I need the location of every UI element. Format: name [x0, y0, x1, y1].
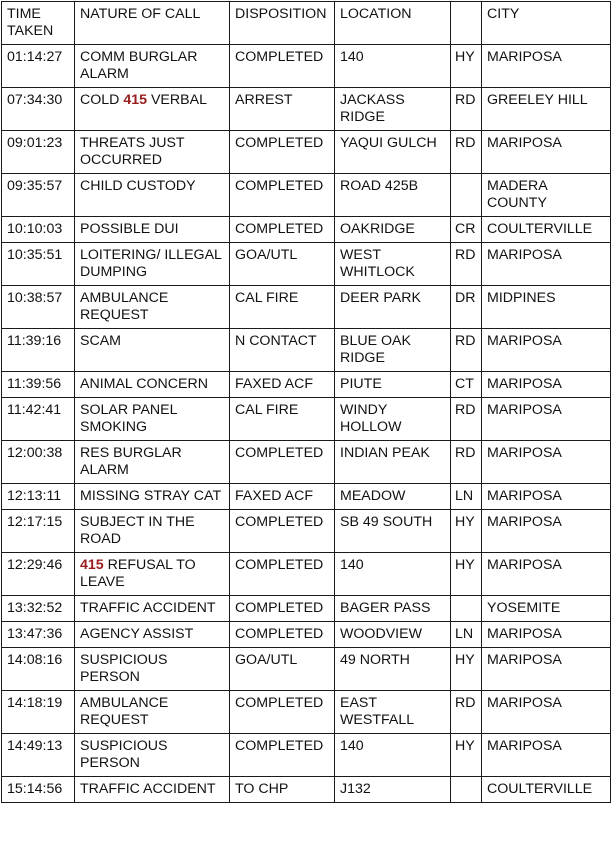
- disposition-cell: COMPLETED: [230, 691, 335, 734]
- nature-cell: [75, 777, 230, 803]
- street-suffix-cell: RD: [451, 131, 482, 174]
- disposition-cell: COMPLETED: [230, 441, 335, 484]
- city-cell: MARIPOSA: [482, 510, 611, 553]
- nature-text: POSSIBLE DUI: [80, 221, 179, 237]
- table-row: [2, 243, 611, 286]
- time-cell: 09:35:57: [2, 174, 75, 217]
- nature-text: AMBULANCE REQUEST: [80, 290, 169, 323]
- nature-cell: [75, 243, 230, 286]
- table-row: [2, 734, 611, 777]
- time-cell: 07:34:30: [2, 88, 75, 131]
- location-cell: J132: [335, 777, 451, 803]
- disposition-cell: COMPLETED: [230, 622, 335, 648]
- street-suffix-cell: RD: [451, 398, 482, 441]
- nature-cell: [75, 45, 230, 88]
- street-suffix-cell: RD: [451, 88, 482, 131]
- table-row: [2, 131, 611, 174]
- table-row: [2, 510, 611, 553]
- location-cell: WEST WHITLOCK: [335, 243, 451, 286]
- nature-cell: [75, 217, 230, 243]
- street-suffix-cell: CR: [451, 217, 482, 243]
- header-nature: NATURE OF CALL: [75, 2, 230, 45]
- city-cell: MARIPOSA: [482, 398, 611, 441]
- city-cell: YOSEMITE: [482, 596, 611, 622]
- header-row: [2, 2, 611, 45]
- nature-cell: [75, 441, 230, 484]
- time-cell: 15:14:56: [2, 777, 75, 803]
- disposition-cell: N CONTACT: [230, 329, 335, 372]
- city-cell: MARIPOSA: [482, 622, 611, 648]
- time-cell: 14:08:16: [2, 648, 75, 691]
- disposition-cell: FAXED ACF: [230, 484, 335, 510]
- time-cell: 10:10:03: [2, 217, 75, 243]
- city-cell: MARIPOSA: [482, 372, 611, 398]
- nature-cell: [75, 484, 230, 510]
- table-row: [2, 88, 611, 131]
- table-row: [2, 372, 611, 398]
- nature-text: REFUSAL TO LEAVE: [80, 557, 196, 590]
- time-cell: 12:17:15: [2, 510, 75, 553]
- street-suffix-cell: [451, 596, 482, 622]
- city-cell: MARIPOSA: [482, 131, 611, 174]
- table-row: [2, 217, 611, 243]
- time-cell: 11:39:16: [2, 329, 75, 372]
- nature-cell: [75, 510, 230, 553]
- city-cell: MARIPOSA: [482, 691, 611, 734]
- table-row: [2, 174, 611, 217]
- nature-text: TRAFFIC ACCIDENT: [80, 600, 216, 616]
- location-cell: INDIAN PEAK: [335, 441, 451, 484]
- disposition-cell: CAL FIRE: [230, 398, 335, 441]
- nature-text: SOLAR PANEL SMOKING: [80, 402, 177, 435]
- time-cell: 01:14:27: [2, 45, 75, 88]
- header-location: LOCATION: [335, 2, 451, 45]
- call-code: 415: [123, 92, 148, 108]
- street-suffix-cell: RD: [451, 691, 482, 734]
- nature-cell: [75, 131, 230, 174]
- time-cell: 14:18:19: [2, 691, 75, 734]
- disposition-cell: COMPLETED: [230, 734, 335, 777]
- time-cell: 12:00:38: [2, 441, 75, 484]
- nature-text: TRAFFIC ACCIDENT: [80, 781, 216, 797]
- disposition-cell: COMPLETED: [230, 510, 335, 553]
- disposition-cell: COMPLETED: [230, 45, 335, 88]
- nature-text: SUBJECT IN THE ROAD: [80, 514, 195, 547]
- disposition-cell: COMPLETED: [230, 131, 335, 174]
- location-cell: ROAD 425B: [335, 174, 451, 217]
- street-suffix-cell: LN: [451, 622, 482, 648]
- time-cell: 13:47:36: [2, 622, 75, 648]
- disposition-cell: ARREST: [230, 88, 335, 131]
- header-suffix: [451, 2, 482, 45]
- disposition-cell: FAXED ACF: [230, 372, 335, 398]
- street-suffix-cell: HY: [451, 734, 482, 777]
- nature-cell: [75, 648, 230, 691]
- time-cell: 10:35:51: [2, 243, 75, 286]
- disposition-cell: GOA/UTL: [230, 243, 335, 286]
- nature-cell: [75, 372, 230, 398]
- city-cell: MARIPOSA: [482, 329, 611, 372]
- city-cell: MARIPOSA: [482, 243, 611, 286]
- time-cell: 14:49:13: [2, 734, 75, 777]
- table-row: [2, 553, 611, 596]
- table-row: [2, 691, 611, 734]
- street-suffix-cell: DR: [451, 286, 482, 329]
- time-cell: 09:01:23: [2, 131, 75, 174]
- table-row: [2, 45, 611, 88]
- nature-text: VERBAL: [147, 92, 207, 108]
- nature-text: LOITERING/ ILLEGAL DUMPING: [80, 247, 222, 280]
- street-suffix-cell: [451, 174, 482, 217]
- table-row: [2, 484, 611, 510]
- disposition-cell: TO CHP: [230, 777, 335, 803]
- location-cell: 49 NORTH: [335, 648, 451, 691]
- time-cell: 11:39:56: [2, 372, 75, 398]
- nature-text: AMBULANCE REQUEST: [80, 695, 169, 728]
- nature-cell: [75, 734, 230, 777]
- disposition-cell: GOA/UTL: [230, 648, 335, 691]
- time-cell: 12:29:46: [2, 553, 75, 596]
- city-cell: GREELEY HILL: [482, 88, 611, 131]
- table-row: [2, 441, 611, 484]
- city-cell: MIDPINES: [482, 286, 611, 329]
- call-log-table: [1, 1, 611, 803]
- time-cell: 13:32:52: [2, 596, 75, 622]
- nature-cell: [75, 398, 230, 441]
- nature-text: CHILD CUSTODY: [80, 178, 196, 194]
- nature-text: AGENCY ASSIST: [80, 626, 194, 642]
- location-cell: YAQUI GULCH: [335, 131, 451, 174]
- location-cell: BAGER PASS: [335, 596, 451, 622]
- nature-text: SUSPICIOUS PERSON: [80, 738, 168, 771]
- nature-text: COMM BURGLAR ALARM: [80, 49, 198, 82]
- location-cell: BLUE OAK RIDGE: [335, 329, 451, 372]
- nature-cell: [75, 174, 230, 217]
- header-disposition: DISPOSITION: [230, 2, 335, 45]
- nature-cell: [75, 622, 230, 648]
- city-cell: MARIPOSA: [482, 484, 611, 510]
- street-suffix-cell: RD: [451, 329, 482, 372]
- street-suffix-cell: HY: [451, 553, 482, 596]
- nature-cell: [75, 691, 230, 734]
- nature-text: MISSING STRAY CAT: [80, 488, 222, 504]
- table-row: [2, 398, 611, 441]
- header-time: TIME TAKEN: [2, 2, 75, 45]
- disposition-cell: COMPLETED: [230, 174, 335, 217]
- nature-text: SCAM: [80, 333, 121, 349]
- time-cell: 12:13:11: [2, 484, 75, 510]
- street-suffix-cell: HY: [451, 510, 482, 553]
- disposition-cell: COMPLETED: [230, 217, 335, 243]
- time-cell: 11:42:41: [2, 398, 75, 441]
- disposition-cell: COMPLETED: [230, 596, 335, 622]
- header-city: CITY: [482, 2, 611, 45]
- location-cell: JACKASS RIDGE: [335, 88, 451, 131]
- nature-text: THREATS JUST OCCURRED: [80, 135, 185, 168]
- location-cell: EAST WESTFALL: [335, 691, 451, 734]
- nature-cell: [75, 329, 230, 372]
- street-suffix-cell: HY: [451, 648, 482, 691]
- table-row: [2, 286, 611, 329]
- city-cell: COULTERVILLE: [482, 777, 611, 803]
- street-suffix-cell: HY: [451, 45, 482, 88]
- location-cell: DEER PARK: [335, 286, 451, 329]
- street-suffix-cell: LN: [451, 484, 482, 510]
- table-row: [2, 329, 611, 372]
- location-cell: OAKRIDGE: [335, 217, 451, 243]
- nature-text: SUSPICIOUS PERSON: [80, 652, 168, 685]
- table-row: [2, 596, 611, 622]
- nature-cell: [75, 286, 230, 329]
- street-suffix-cell: CT: [451, 372, 482, 398]
- nature-text: RES BURGLAR ALARM: [80, 445, 182, 478]
- location-cell: 140: [335, 553, 451, 596]
- location-cell: WOODVIEW: [335, 622, 451, 648]
- table-row: [2, 777, 611, 803]
- location-cell: PIUTE: [335, 372, 451, 398]
- nature-text: COLD: [80, 92, 124, 108]
- disposition-cell: COMPLETED: [230, 553, 335, 596]
- nature-cell: [75, 88, 230, 131]
- street-suffix-cell: RD: [451, 441, 482, 484]
- nature-cell: [75, 553, 230, 596]
- street-suffix-cell: [451, 777, 482, 803]
- time-cell: 10:38:57: [2, 286, 75, 329]
- disposition-cell: CAL FIRE: [230, 286, 335, 329]
- city-cell: MADERA COUNTY: [482, 174, 611, 217]
- city-cell: MARIPOSA: [482, 648, 611, 691]
- nature-cell: [75, 596, 230, 622]
- location-cell: 140: [335, 734, 451, 777]
- location-cell: SB 49 SOUTH: [335, 510, 451, 553]
- table-row: [2, 648, 611, 691]
- city-cell: COULTERVILLE: [482, 217, 611, 243]
- location-cell: MEADOW: [335, 484, 451, 510]
- location-cell: WINDY HOLLOW: [335, 398, 451, 441]
- nature-text: ANIMAL CONCERN: [80, 376, 208, 392]
- location-cell: 140: [335, 45, 451, 88]
- table-body: [2, 45, 611, 803]
- city-cell: MARIPOSA: [482, 553, 611, 596]
- city-cell: MARIPOSA: [482, 441, 611, 484]
- city-cell: MARIPOSA: [482, 734, 611, 777]
- table-row: [2, 622, 611, 648]
- street-suffix-cell: RD: [451, 243, 482, 286]
- city-cell: MARIPOSA: [482, 45, 611, 88]
- call-code: 415: [80, 557, 104, 573]
